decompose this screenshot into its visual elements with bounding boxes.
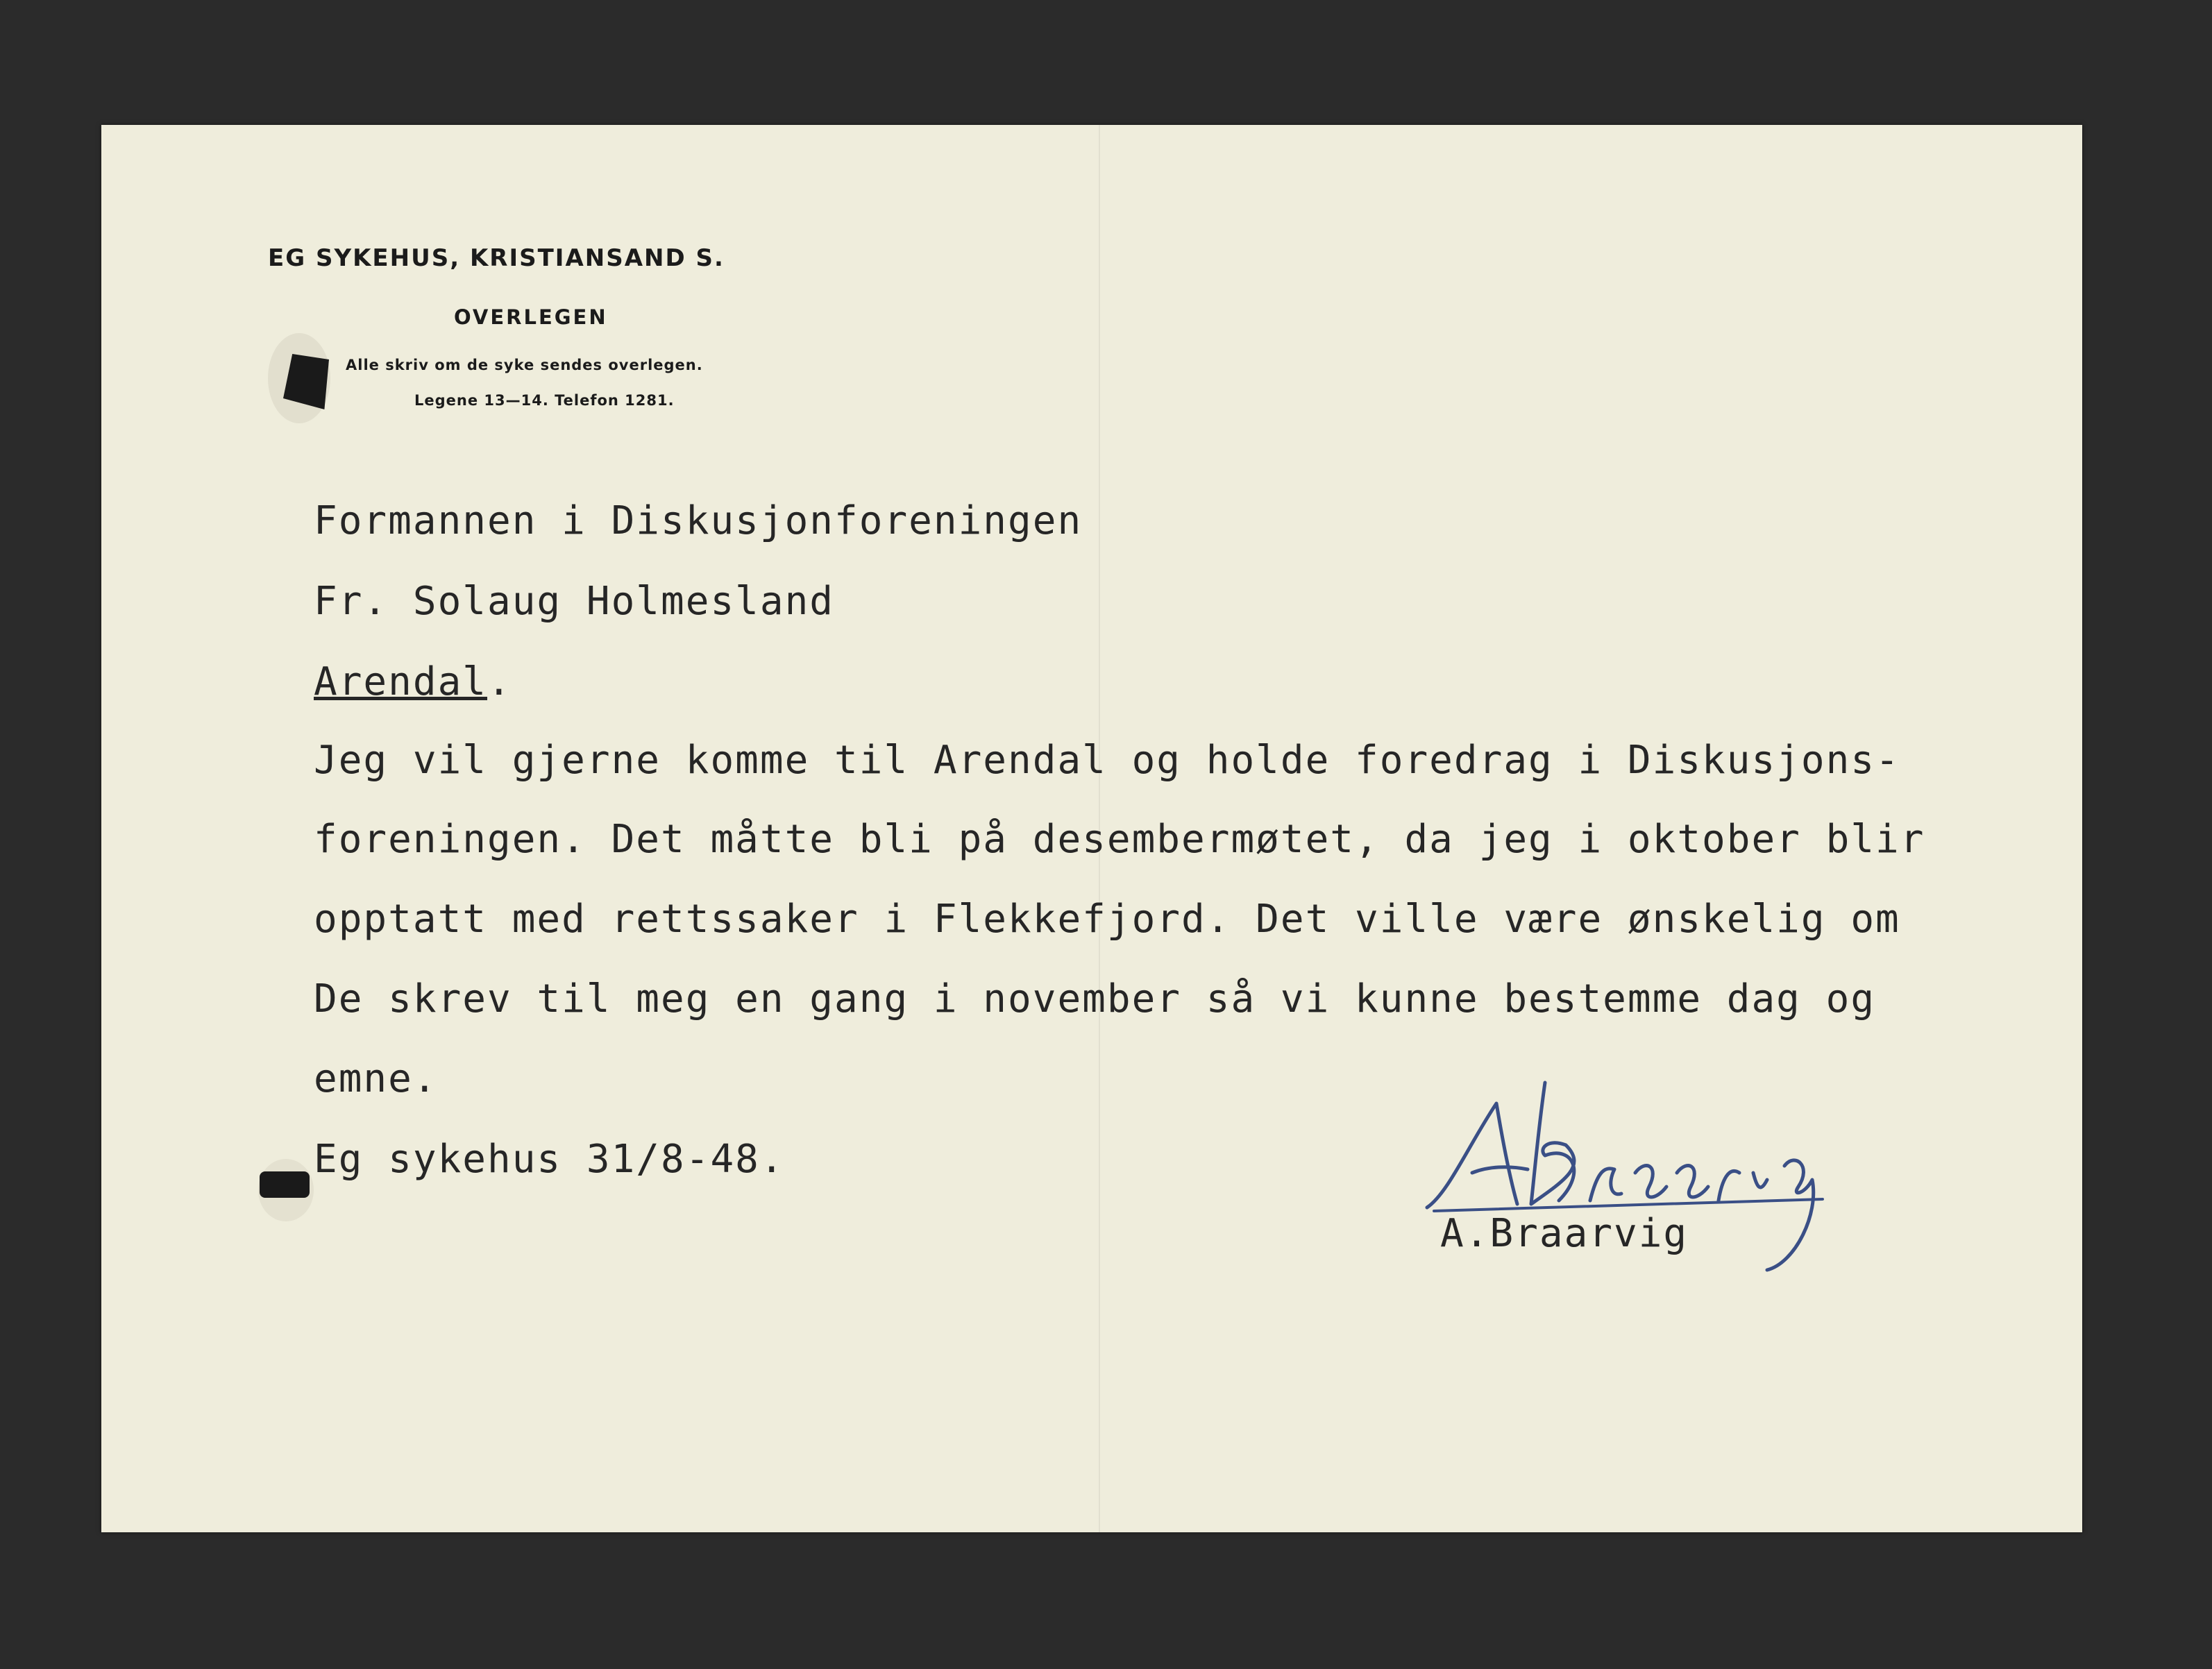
body-line: foreningen. Det måtte bli på desembermøtet, da jeg i oktober blir <box>314 817 1925 862</box>
letterhead-note: Alle skriv om de syke sendes overlegen. <box>346 357 703 373</box>
letterhead-contact: Legene 13—14. Telefon 1281. <box>414 392 675 409</box>
signature-typed-name: A.Braarvig <box>1440 1211 1689 1256</box>
recipient-city-punct: . <box>487 659 512 704</box>
binding-hole <box>260 1171 310 1198</box>
recipient-city <box>314 659 512 704</box>
recipient-title: Formannen i Diskusjonforeningen <box>314 498 1083 543</box>
body-line: De skrev til meg en gang i november så vi kunne bestemme dag og <box>314 976 1876 1022</box>
recipient-name: Fr. Solaug Holmesland <box>314 579 835 624</box>
body-line: opptatt med rettssaker i Flekkefjord. Det ville være ønskelig om <box>314 897 1900 942</box>
letterhead-subtitle: OVERLEGEN <box>454 305 608 329</box>
recipient-city-name: Arendal <box>314 659 488 704</box>
letter-paper <box>101 125 2082 1532</box>
body-line: Jeg vil gjerne komme til Arendal og holde foredrag i Diskusjons- <box>314 738 1900 783</box>
letterhead-title: EG SYKEHUS, KRISTIANSAND S. <box>268 244 725 272</box>
date-line: Eg sykehus 31/8-48. <box>314 1137 785 1182</box>
body-line: emne. <box>314 1056 438 1101</box>
